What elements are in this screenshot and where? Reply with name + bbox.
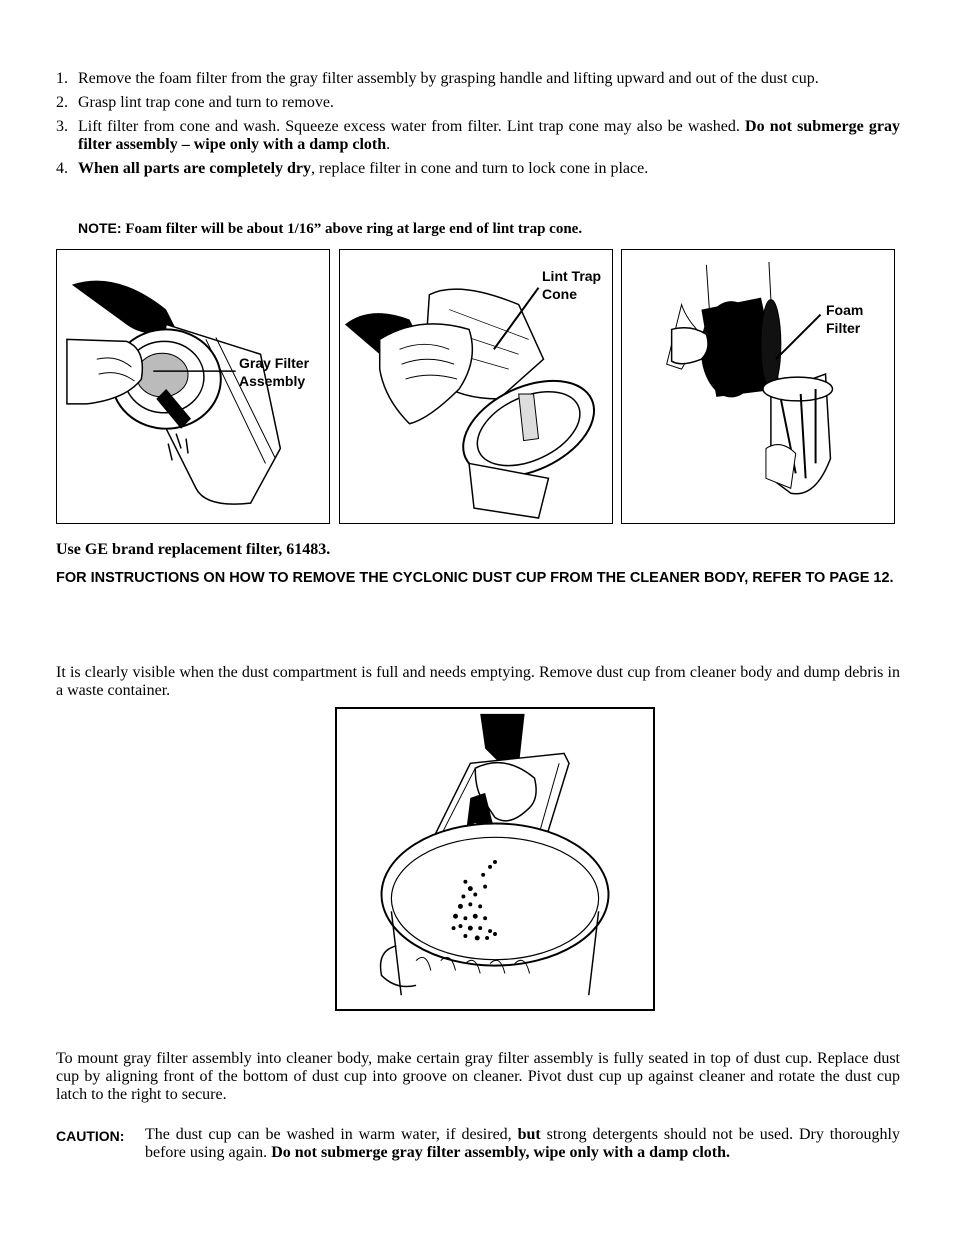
- step-3: 3. Lift filter from cone and wash. Squeeze excess water from filter. Lint trap cone may also be washed. Do not submerge gray filter assembly – wipe only with a damp cloth.: [56, 118, 900, 153]
- caution-block: [56, 1126, 900, 1162]
- mounting-instructions: To mount gray filter assembly into cleaner body, make certain gray filter assembly is fully seated in top of dust cup. Replace dust cup by aligning front of the bottom of dust cup into groove on cleaner. Pivot dust cup up against cleaner and rotate the dust cup latch to the right to secure.: [56, 1050, 900, 1103]
- dust-cup-emptying-illustration: [337, 709, 653, 1009]
- step-2: 2. Grasp lint trap cone and turn to remove.: [56, 94, 334, 111]
- step-4: 4. When all parts are completely dry, replace filter in cone and turn to lock cone in place.: [56, 160, 649, 177]
- foam-filter-label: Foam Filter: [826, 302, 864, 336]
- emptying-instructions: It is clearly visible when the dust compartment is full and needs emptying. Remove dust cup from cleaner body and dump debris in a waste container.: [56, 664, 900, 699]
- removal-instructions-reference: FOR INSTRUCTIONS ON HOW TO REMOVE THE CYCLONIC DUST CUP FROM THE CLEANER BODY, REFER TO PAGE 12.: [56, 570, 894, 586]
- figure-gray-filter-assembly: [56, 249, 330, 524]
- note: NOTE: Foam filter will be about 1/16” above ring at large end of lint trap cone.: [78, 220, 583, 237]
- foam-filter-illustration: [622, 250, 894, 523]
- lint-trap-cone-label: Lint Trap Cone: [542, 268, 602, 302]
- figure-lint-trap-cone: [339, 249, 613, 524]
- step-1: 1. Remove the foam filter from the gray filter assembly by grasping handle and lifting upward and out of the dust cup.: [56, 70, 819, 87]
- caution-label: CAUTION:: [56, 1128, 125, 1144]
- replacement-filter-text: Use GE brand replacement filter, 61483.: [56, 541, 331, 558]
- caution-text: The dust cup can be washed in warm water, if desired, but strong detergents should not be used. Dry thoroughly before using again. Do not submerge gray filter assembly, wipe only with a damp cloth.: [145, 1126, 901, 1161]
- filter-cleaning-steps: [56, 70, 900, 184]
- gray-filter-assembly-label: Gray Filter Assembly: [239, 355, 310, 389]
- figure-emptying-dust-cup: [335, 707, 655, 1011]
- figure-foam-filter: [621, 249, 895, 524]
